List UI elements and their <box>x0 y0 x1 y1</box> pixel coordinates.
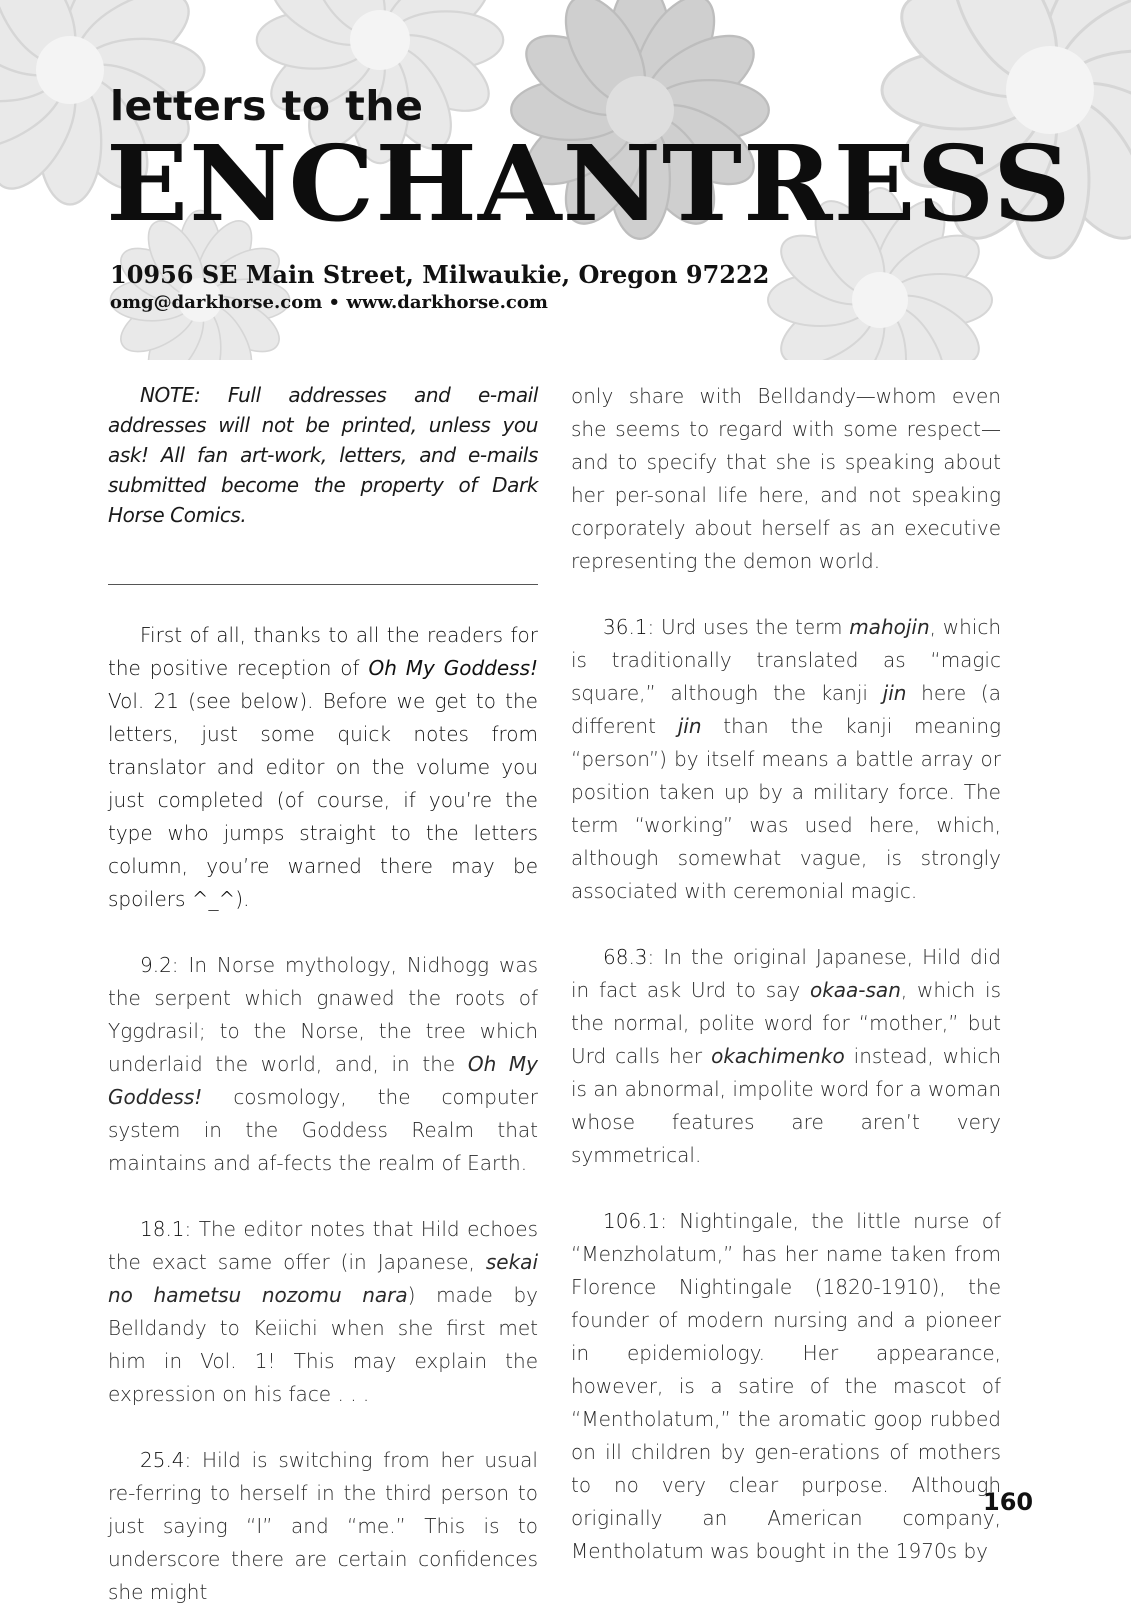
note-label: 25.4: <box>140 1448 192 1472</box>
mailing-address: 10956 SE Main Street, Milwaukie, Oregon 97222 <box>110 260 770 289</box>
masthead <box>0 0 1131 340</box>
note-25-4-continued: only share with Belldandy—whom even she seems to regard with some respect—and to specify that she is speaking about her per-sonal life here, and not speaking corporately about herself as an executive representing the demon world. <box>571 384 1001 573</box>
left-column <box>108 380 538 1609</box>
masthead-kicker: letters to the <box>110 82 424 130</box>
right-column <box>571 380 1001 1568</box>
note-label: 68.3: <box>603 945 655 969</box>
masthead-title: ENCHANTRESS <box>106 122 1072 245</box>
note-18-1: 18.1: The editor notes that Hild echoes the exact same offer (in Japanese, sekai no hametsu nozomu nara) made by Belldandy to Keiichi when she first met him in Vol. 1! This may explain the expression on his face . . . <box>108 1217 538 1406</box>
note-68-3: 68.3: In the original Japanese, Hild did in fact ask Urd to say okaa-san, which is the normal, polite word for “mother,” but Urd calls her okachimenko instead, which is an abnormal, impolite word for a woman whose features are aren’t very symmetrical. <box>571 945 1001 1167</box>
intro-paragraph: First of all, thanks to all the readers for the positive reception of Oh My Goddess! Vol. 21 (see below). Before we get to the letters, just some quick notes from translator and editor on the volume you just completed (of course, if you’re the type who jumps straight to the letters column, you’re warned there may be spoilers ^_^). <box>108 623 539 911</box>
note-9-2: 9.2: In Norse mythology, Nidhogg was the serpent which gnawed the roots of Yggdrasil; to the Norse, the tree which underlaid the world, and, in the Oh My Goddess! cosmology, the computer system in the Goddess Realm that maintains and af-fects the realm of Earth. <box>108 953 538 1175</box>
page-number: 160 <box>983 1488 1034 1516</box>
note-label: 106.1: <box>603 1209 667 1233</box>
note-label: 18.1: <box>140 1217 192 1241</box>
submission-note: NOTE: Full addresses and e-mail addresses will not be printed, unless you ask! All fan art-work, letters, and e-mails submitted become the property of Dark Horse Comics. <box>108 383 538 527</box>
note-label: 36.1: <box>603 615 655 639</box>
divider-rule <box>108 584 538 585</box>
note-25-4: 25.4: Hild is switching from her usual re-ferring to herself in the third person to just saying “I” and “me.” This is to underscore there are certain confidences she might <box>108 1448 538 1604</box>
note-106-1: 106.1: Nightingale, the little nurse of “Menzholatum,” has her name taken from Florence Nightingale (1820-1910), the founder of modern nursing and a pioneer in epidemiology. Her appearance, however, is a satire of the mascot of “Mentholatum,” the aromatic goop rubbed on ill children by gen-erations of mothers to no very clear purpose. Although originally an American company, Mentholatum was bought in the 1970s by <box>571 1209 1001 1563</box>
note-36-1: 36.1: Urd uses the term mahojin, which is traditionally translated as “magic square,” although the kanji jin here (a different jin than the kanji meaning “person”) by itself means a battle array or position taken up by a military force. The term “working” was used here, which, although somewhat vague, is strongly associated with ceremonial magic. <box>571 615 1001 903</box>
note-label: 9.2: <box>140 953 179 977</box>
contact-line: omg@darkhorse.com • www.darkhorse.com <box>110 292 548 313</box>
